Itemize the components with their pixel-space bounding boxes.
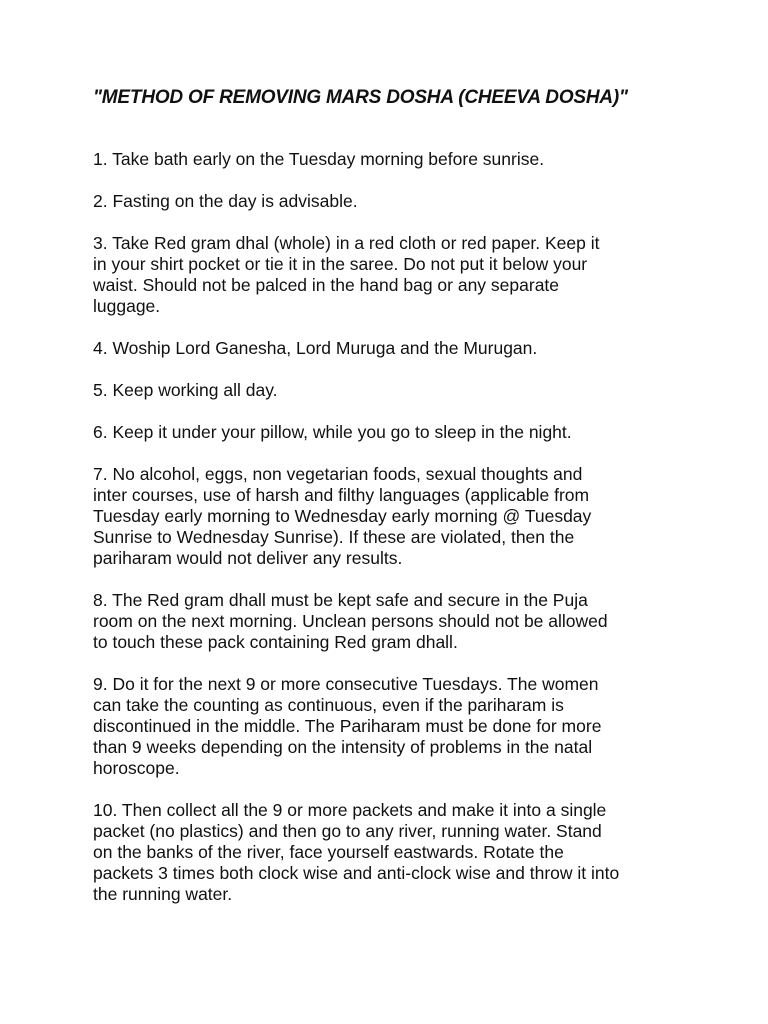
instruction-line: 10. Then collect all the 9 or more packets and make it into a single — [93, 800, 607, 820]
instruction-line: packet (no plastics) and then go to any river, running water. Stand — [93, 821, 602, 841]
instruction-item — [93, 233, 693, 317]
instruction-line: 9. Do it for the next 9 or more consecutive Tuesdays. The women — [93, 674, 599, 694]
instruction-item — [93, 422, 693, 443]
instruction-line: 2. Fasting on the day is advisable. — [93, 191, 358, 211]
instruction-line: the running water. — [93, 884, 233, 904]
instruction-item — [93, 191, 693, 212]
instruction-line: in your shirt pocket or tie it in the saree. Do not put it below your — [93, 254, 588, 274]
instruction-list — [93, 149, 693, 926]
instruction-line: waist. Should not be palced in the hand bag or any separate — [93, 275, 560, 295]
instruction-line: 6. Keep it under your pillow, while you go to sleep in the night. — [93, 422, 572, 442]
instruction-item — [93, 464, 693, 569]
instruction-line: 4. Woship Lord Ganesha, Lord Muruga and the Murugan. — [93, 338, 538, 358]
instruction-line: to touch these pack containing Red gram dhall. — [93, 632, 458, 652]
instruction-line: 7. No alcohol, eggs, non vegetarian foods, sexual thoughts and — [93, 464, 583, 484]
instruction-line: than 9 weeks depending on the intensity of problems in the natal — [93, 737, 593, 757]
instruction-line: on the banks of the river, face yourself eastwards. Rotate the — [93, 842, 564, 862]
instruction-line: luggage. — [93, 296, 161, 316]
instruction-item — [93, 380, 693, 401]
document-title: "METHOD OF REMOVING MARS DOSHA (CHEEVA DOSHA)" — [93, 87, 628, 108]
instruction-item — [93, 674, 693, 779]
instruction-item — [93, 338, 693, 359]
instruction-line: 5. Keep working all day. — [93, 380, 278, 400]
instruction-line: 1. Take bath early on the Tuesday morning before sunrise. — [93, 149, 545, 169]
instruction-line: room on the next morning. Unclean persons should not be allowed — [93, 611, 608, 631]
instruction-line: horoscope. — [93, 758, 180, 778]
instruction-item — [93, 149, 693, 170]
instruction-line: pariharam would not deliver any results. — [93, 548, 403, 568]
instruction-item — [93, 590, 693, 653]
instruction-line: packets 3 times both clock wise and anti-clock wise and throw it into — [93, 863, 620, 883]
instruction-line: Tuesday early morning to Wednesday early morning @ Tuesday — [93, 506, 592, 526]
instruction-item — [93, 800, 693, 905]
instruction-line: Sunrise to Wednesday Sunrise). If these are violated, then the — [93, 527, 575, 547]
instruction-line: can take the counting as continuous, even if the pariharam is — [93, 695, 564, 715]
instruction-line: 3. Take Red gram dhal (whole) in a red cloth or red paper. Keep it — [93, 233, 600, 253]
instruction-line: discontinued in the middle. The Pariharam must be done for more — [93, 716, 602, 736]
instruction-line: inter courses, use of harsh and filthy languages (applicable from — [93, 485, 590, 505]
instruction-line: 8. The Red gram dhall must be kept safe and secure in the Puja — [93, 590, 588, 610]
